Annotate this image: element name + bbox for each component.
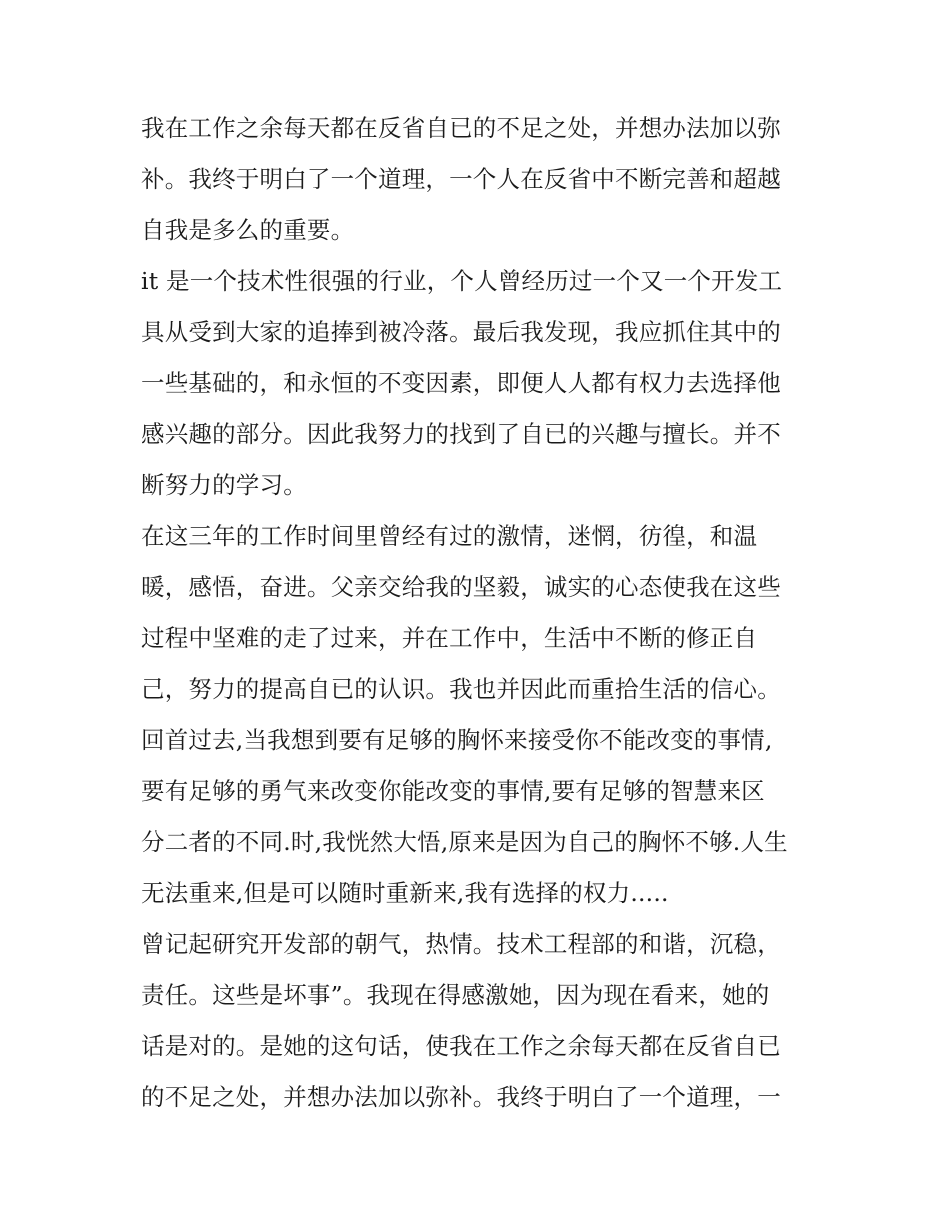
text-line: 无法重来,但是可以随时重新来,我有选择的权力.....	[141, 879, 669, 907]
text-line: 己，努力的提高自已的认识。我也并因此而重拾生活的信心。	[141, 675, 781, 703]
text-line: 暖，感悟，奋进。父亲交给我的坚毅，诚实的心态使我在这些	[141, 573, 781, 601]
text-line: 的不足之处，并想办法加以弥补。我终于明白了一个道理，一	[141, 1083, 781, 1111]
text-line: 要有足够的勇气来改变你能改变的事情,要有足够的智慧来区	[141, 777, 765, 805]
text-line: 回首过去,当我想到要有足够的胸怀来接受你不能改变的事情,	[141, 726, 773, 754]
text-line: 在这三年的工作时间里曾经有过的激情，迷惘，彷徨，和温	[141, 522, 758, 550]
text-line: 分二者的不同.时,我恍然大悟,原来是因为自己的胸怀不够.人生	[141, 828, 788, 856]
text-line: it 是一个技术性很强的行业，个人曾经历过一个又一个开发工	[141, 267, 783, 295]
text-line: 曾记起研究开发部的朝气，热情。技术工程部的和谐，沉稳，	[141, 930, 781, 958]
text-line: 我在工作之余每天都在反省自已的不足之处，并想办法加以弥	[141, 114, 781, 142]
text-line: 补。我终于明白了一个道理，一个人在反省中不断完善和超越	[141, 165, 781, 193]
document-body	[141, 108, 813, 1128]
text-line: 自我是多么的重要。	[141, 216, 355, 244]
text-line: 具从受到大家的追捧到被冷落。最后我发现，我应抓住其中的	[141, 318, 781, 346]
text-line: 过程中坚难的走了过来，并在工作中，生活中不断的修正自	[141, 624, 758, 652]
text-line: 断努力的学习。	[141, 471, 307, 499]
text-line: 感兴趣的部分。因此我努力的找到了自已的兴趣与擅长。并不	[141, 420, 781, 448]
text-line: 一些基础的，和永恒的不变因素，即便人人都有权力去选择他	[141, 369, 781, 397]
text-line: 话是对的。是她的这句话，使我在工作之余每天都在反省自已	[141, 1032, 781, 1060]
text-line: 责任。这些是坏事”。我现在得感激她，因为现在看来，她的	[141, 981, 770, 1009]
